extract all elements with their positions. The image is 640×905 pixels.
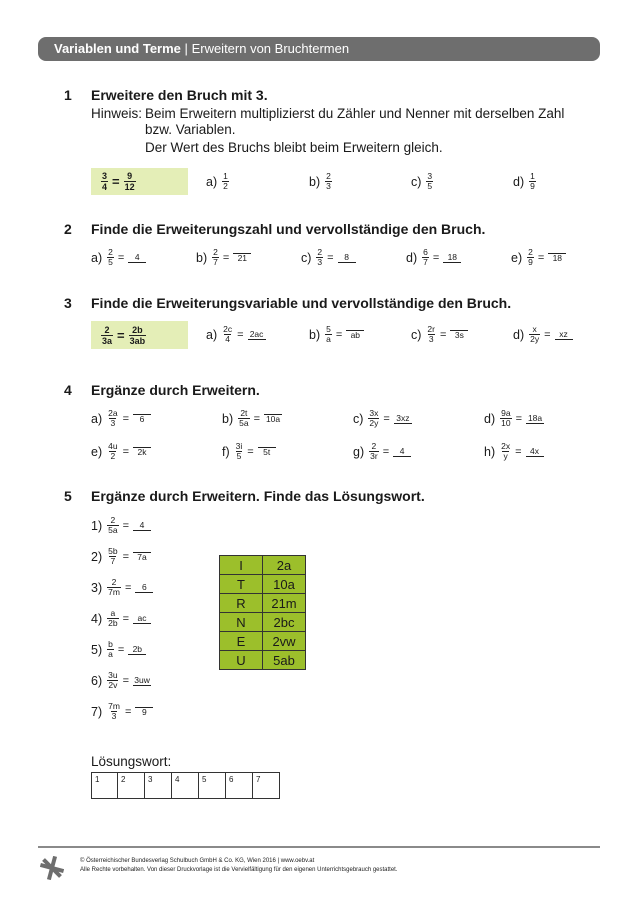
result-fraction-blank[interactable]: xz <box>555 330 573 340</box>
equals-sign: = <box>122 412 130 425</box>
result-fraction-blank[interactable]: 2ac <box>248 330 266 340</box>
given-fraction: $\frac{2}{7}$ <box>213 247 218 267</box>
given-fraction: $\frac{5b}{7}$ <box>108 546 118 566</box>
given-fraction: $\frac{3u}{2v}$ <box>108 670 118 690</box>
exercise-label: d) <box>513 174 525 189</box>
given-fraction: $\frac{2x}{y}$ <box>501 441 511 461</box>
exercise-item <box>484 409 545 428</box>
task1-hint-line1: Beim Erweitern multiplizierst du Zähler und Nenner mit derselben Zahl <box>145 106 565 121</box>
key-value: 5ab <box>263 651 306 670</box>
given-fraction: $\frac{2}{3r}$ <box>370 441 378 461</box>
exercise-item <box>91 671 152 690</box>
result-fraction-blank[interactable]: 5t <box>258 447 276 457</box>
exercise-label: d) <box>484 411 496 426</box>
given-fraction: $\frac{2c}{4}$ <box>223 324 233 344</box>
exercise-label: 2) <box>91 549 103 564</box>
exercise-item <box>222 442 277 461</box>
exercise-item <box>91 578 154 597</box>
exercise-label: b) <box>309 327 321 342</box>
footer-divider <box>38 846 600 848</box>
task1-hint-line3: Der Wert des Bruchs bleibt beim Erweitern gleich. <box>145 140 443 155</box>
exercise-label: 5) <box>91 642 103 657</box>
equals-sign: = <box>439 328 447 341</box>
exercise-label: 4) <box>91 611 103 626</box>
equals-sign: = <box>122 674 130 687</box>
result-fraction-blank[interactable]: 18 <box>548 253 566 263</box>
result-fraction-blank[interactable]: 21 <box>233 253 251 263</box>
result-fraction-blank[interactable]: 18a <box>527 412 543 423</box>
exercise-label: 1) <box>91 518 103 533</box>
answer-cell[interactable]: 3 <box>145 772 172 799</box>
result-fraction-blank[interactable]: 7a <box>133 552 151 562</box>
exercise-label: c) <box>353 411 364 426</box>
footer-text <box>80 857 398 875</box>
given-fraction: $\frac{2}{3}$ <box>317 247 323 267</box>
exercise-label: e) <box>91 444 103 459</box>
task1-hint-line2: bzw. Variablen. <box>145 122 236 137</box>
equals-sign: = <box>122 519 130 532</box>
key-row <box>220 632 306 651</box>
equals-sign: = <box>122 612 130 625</box>
exercise-item <box>511 248 567 267</box>
task4-number: 4 <box>64 382 72 398</box>
result-fraction-blank[interactable]: 9 <box>135 707 153 717</box>
equals-sign: = <box>237 328 244 341</box>
result-fraction-blank[interactable]: 3s <box>450 330 468 340</box>
given-fraction: $\frac{b}{a}$ <box>108 639 113 659</box>
exercise-item <box>513 172 537 191</box>
equals-sign: = <box>515 445 522 458</box>
result-fraction-blank[interactable]: 3xz <box>394 414 412 424</box>
exercise-label: f) <box>222 444 230 459</box>
exercise-label: 6) <box>91 673 103 688</box>
exercise-label: e) <box>511 250 523 265</box>
given-fraction: $\frac{2}{5}$ <box>108 247 113 267</box>
exercise-label: g) <box>353 444 365 459</box>
key-row <box>220 575 306 594</box>
task5-title: Ergänze durch Erweitern. Finde das Lösungswort. <box>91 488 425 504</box>
exercise-label: h) <box>484 444 496 459</box>
given-fraction: $\frac{2t}{5a}$ <box>239 408 249 428</box>
example-result: $\frac{2b}{3ab}$ <box>129 324 146 346</box>
key-value: 2vw <box>263 632 306 651</box>
given-fraction: $\frac{2}{5a}$ <box>108 515 118 535</box>
task3-title: Finde die Erweiterungsvariable und vervollständige den Bruch. <box>91 295 512 311</box>
key-letter: R <box>220 594 263 613</box>
exercise-item <box>484 442 545 461</box>
result-fraction-blank[interactable]: 4 <box>128 253 146 263</box>
header-topic: Variablen und Terme <box>54 41 181 56</box>
exercise-label: 7) <box>91 704 103 719</box>
exercise-item <box>353 442 412 461</box>
result-fraction-blank[interactable]: 18 <box>443 253 461 263</box>
task2-title: Finde die Erweiterungszahl und vervollständige den Bruch. <box>91 221 486 237</box>
header-separator: | <box>184 41 188 56</box>
equals-sign: = <box>124 705 132 718</box>
publisher-logo-icon <box>40 856 64 880</box>
example-fraction: $\frac{3}{4}$ <box>102 171 108 192</box>
given-fraction: $\frac{2}{3}$ <box>326 171 331 191</box>
given-fraction: $\frac{x}{2y}$ <box>530 324 540 344</box>
exercise-item <box>196 248 252 267</box>
exercise-item <box>309 172 333 191</box>
result-fraction-blank[interactable]: ac <box>133 614 151 624</box>
answer-label: Lösungswort: <box>91 754 172 769</box>
footer-copyright: © Österreichischer Bundesverlag Schulbuch GmbH & Co. KG, Wien 2016 | www.oebv.at <box>80 858 315 864</box>
equals-sign: = <box>117 251 125 264</box>
exercise-label: b) <box>196 250 208 265</box>
given-fraction: $\frac{4u}{2}$ <box>108 441 118 461</box>
exercise-item <box>91 409 152 428</box>
answer-cell[interactable]: 2 <box>118 772 145 799</box>
equals-sign: = <box>253 412 261 425</box>
exercise-label: c) <box>301 250 312 265</box>
equals-sign: = <box>382 445 390 458</box>
key-row <box>220 556 306 575</box>
exercise-label: b) <box>222 411 234 426</box>
exercise-item <box>406 248 462 267</box>
given-fraction: $\frac{6}{7}$ <box>423 247 428 267</box>
exercise-item <box>513 325 574 344</box>
answer-word-grid <box>91 772 280 799</box>
task1-number: 1 <box>64 87 72 103</box>
given-fraction: $\frac{1}{2}$ <box>223 171 228 191</box>
answer-cell[interactable]: 5 <box>199 772 226 799</box>
task5-number: 5 <box>64 488 72 504</box>
result-fraction-blank[interactable]: 4x <box>526 447 544 457</box>
key-letter: T <box>220 575 263 594</box>
example-result: $\frac{9}{12}$ <box>124 171 135 192</box>
exercise-item <box>91 516 152 535</box>
result-fraction-blank[interactable]: 2k <box>133 447 151 457</box>
key-letter: U <box>220 651 263 670</box>
equals-sign: = <box>122 445 130 458</box>
result-fraction-blank[interactable]: 6 <box>135 583 153 593</box>
given-fraction: $\frac{2a}{3}$ <box>108 408 118 428</box>
answer-cell[interactable]: 7 <box>253 772 280 799</box>
exercise-label: a) <box>206 174 218 189</box>
given-fraction: $\frac{9a}{10}$ <box>501 408 511 428</box>
exercise-label: 3) <box>91 580 103 595</box>
exercise-item <box>91 609 152 628</box>
key-value: 21m <box>263 594 306 613</box>
given-fraction: $\frac{7m}{3}$ <box>108 701 120 721</box>
task4-title: Ergänze durch Erweitern. <box>91 382 260 398</box>
result-fraction-blank[interactable]: 4 <box>393 447 411 457</box>
exercise-label: a) <box>91 411 103 426</box>
answer-cell[interactable]: 4 <box>172 772 199 799</box>
equals-sign: = <box>335 328 343 341</box>
equals-sign: = <box>247 445 254 458</box>
exercise-label: b) <box>309 174 321 189</box>
given-fraction: $\frac{2}{9}$ <box>528 247 533 267</box>
exercise-label: c) <box>411 174 422 189</box>
key-letter: I <box>220 556 263 575</box>
footer-rights: Alle Rechte vorbehalten. Von dieser Druckvorlage ist die Vervielfältigung für den eigenen Unterrichtsgebrauch gestattet. <box>80 867 398 873</box>
exercise-item <box>411 172 434 191</box>
exercise-label: a) <box>91 250 103 265</box>
header-bar <box>38 37 600 61</box>
exercise-item <box>91 248 147 267</box>
result-fraction-blank[interactable]: 10a <box>265 413 281 424</box>
key-value: 2bc <box>263 613 306 632</box>
exercise-label: d) <box>513 327 525 342</box>
given-fraction: $\frac{2}{7m}$ <box>108 577 120 597</box>
key-row <box>220 651 306 670</box>
key-letter: E <box>220 632 263 651</box>
exercise-item <box>91 442 152 461</box>
given-fraction: $\frac{a}{2b}$ <box>108 608 118 628</box>
equals-sign: = <box>544 328 551 341</box>
answer-cell[interactable]: 1 <box>91 772 118 799</box>
equals-sign: = <box>383 412 390 425</box>
exercise-item <box>91 547 152 566</box>
result-fraction-blank[interactable]: 3uw <box>134 674 150 685</box>
exercise-item <box>353 409 413 428</box>
result-fraction-blank[interactable]: ab <box>346 330 364 340</box>
exercise-item <box>206 325 267 344</box>
key-row <box>220 613 306 632</box>
given-fraction: $\frac{5}{a}$ <box>326 324 331 344</box>
equals-sign: = <box>537 251 545 264</box>
exercise-label: d) <box>406 250 418 265</box>
equals-sign: = <box>222 251 230 264</box>
equals-sign: = <box>117 643 125 656</box>
given-fraction: $\frac{1}{9}$ <box>530 171 535 191</box>
task1-example: $\frac{3}{4}$ = $\frac{9}{12}$ <box>91 168 188 195</box>
result-fraction-blank[interactable]: 6 <box>133 414 151 424</box>
key-letter: N <box>220 613 263 632</box>
example-fraction: $\frac{2}{3a}$ <box>102 324 113 346</box>
answer-cell[interactable]: 6 <box>226 772 253 799</box>
exercise-item <box>91 640 147 659</box>
given-fraction: $\frac{3}{5}$ <box>427 171 433 191</box>
task1-title: Erweitere den Bruch mit 3. <box>91 87 268 103</box>
equals-sign: = <box>432 251 440 264</box>
exercise-item <box>222 409 283 428</box>
equals-sign: = <box>122 550 130 563</box>
exercise-label: a) <box>206 327 218 342</box>
result-fraction-blank[interactable]: 4 <box>133 521 151 531</box>
task3-number: 3 <box>64 295 72 311</box>
equals-sign: = <box>515 412 523 425</box>
task1-hint-label: Hinweis: <box>91 106 143 121</box>
task2-number: 2 <box>64 221 72 237</box>
exercise-item <box>301 248 357 267</box>
given-fraction: $\frac{3i}{5}$ <box>235 441 243 461</box>
exercise-item <box>309 325 365 344</box>
task3-example: $\frac{2}{3a}$ = $\frac{2b}{3ab}$ <box>91 321 188 349</box>
exercise-item <box>411 325 469 344</box>
equals-sign: = <box>124 581 132 594</box>
header-subtitle: Erweitern von Bruchtermen <box>191 41 350 56</box>
key-value: 10a <box>263 575 306 594</box>
key-row <box>220 594 306 613</box>
key-value: 2a <box>263 556 306 575</box>
solution-key-table <box>219 555 306 670</box>
result-fraction-blank[interactable]: 2b <box>128 645 146 655</box>
exercise-item <box>206 172 230 191</box>
given-fraction: $\frac{2r}{3}$ <box>427 324 435 344</box>
result-fraction-blank[interactable]: 8 <box>338 253 356 263</box>
exercise-item <box>91 702 154 721</box>
exercise-label: c) <box>411 327 422 342</box>
given-fraction: $\frac{3x}{2y}$ <box>369 408 379 428</box>
equals-sign: = <box>327 251 334 264</box>
